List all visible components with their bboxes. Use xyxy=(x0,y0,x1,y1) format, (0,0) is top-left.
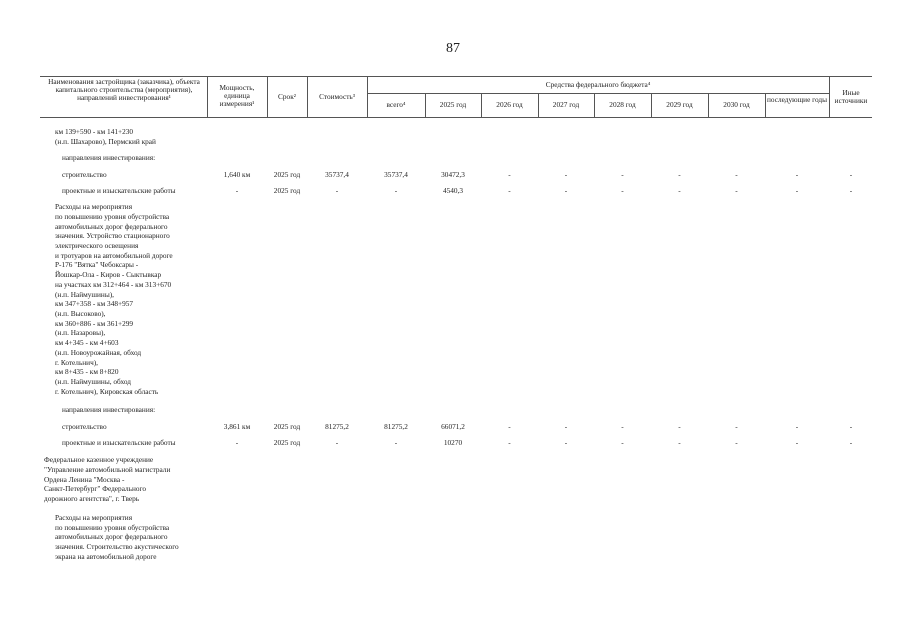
row-2027: - xyxy=(564,170,568,179)
row-capacity: - xyxy=(235,438,239,447)
object-description-line: км 4+345 - км 4+603 xyxy=(55,338,119,347)
object-description-line: автомобильных дорог федерального xyxy=(55,222,168,231)
developer-name-line: Санкт-Петербург" Федерального xyxy=(44,484,146,493)
header-divider xyxy=(207,76,208,117)
row-2030: - xyxy=(735,438,738,447)
header-bottom-rule xyxy=(40,117,872,118)
header-federal: Средства федерального бюджета⁴ xyxy=(545,80,651,89)
row-name: проектные и изыскательские работы xyxy=(62,186,176,195)
row-later: - xyxy=(795,422,799,431)
row-other: - xyxy=(849,438,853,447)
header-name: Наименования застройщика (заказчика), объекта капитального строительства (мероприятия), направлений инвестирования¹ xyxy=(48,77,200,102)
row-2028: - xyxy=(621,438,624,447)
object-description-line: и тротуаров на автомобильной дороге xyxy=(55,251,173,260)
object-description-line: км 8+435 - км 8+820 xyxy=(55,367,119,376)
row-2027: - xyxy=(564,186,568,195)
row-2029: - xyxy=(678,170,681,179)
object-description-line: км 347+358 - км 348+957 xyxy=(55,299,134,308)
row-other: - xyxy=(849,170,853,179)
row-2030: - xyxy=(735,170,738,179)
header-cost: Стоимость³ xyxy=(319,92,355,101)
object-description-line: экрана на автомобильной дороге xyxy=(55,552,157,561)
header-2026: 2026 год xyxy=(496,100,523,109)
row-2028: - xyxy=(621,186,624,195)
object-description-line: (н.п. Шахарово), Пермский край xyxy=(55,137,156,146)
row-2025: 66071,2 xyxy=(441,422,465,431)
object-description-line: значения. Устройство стационарного xyxy=(55,231,170,240)
row-capacity: 3,861 км xyxy=(223,422,251,431)
row-2026: - xyxy=(508,422,511,431)
developer-name-line: Ордена Ленина "Москва - xyxy=(44,475,125,484)
row-2025: 10270 xyxy=(443,438,463,447)
row-capacity: - xyxy=(235,186,239,195)
row-term: 2025 год xyxy=(273,422,301,431)
header-2030: 2030 год xyxy=(723,100,750,109)
row-capacity: 1,640 км xyxy=(223,170,251,179)
row-2030: - xyxy=(735,186,738,195)
object-description-line: г. Котельнич), xyxy=(55,358,99,367)
object-description-line: км 139+590 - км 141+230 xyxy=(55,127,134,136)
row-2026: - xyxy=(508,170,511,179)
object-description-line: по повышению уровня обустройства xyxy=(55,212,170,221)
row-later: - xyxy=(795,438,799,447)
row-cost: 35737,4 xyxy=(325,170,349,179)
row-2028: - xyxy=(621,422,624,431)
developer-name-line: Федеральное казенное учреждение xyxy=(44,455,154,464)
row-term: 2025 год xyxy=(273,170,301,179)
row-term: 2025 год xyxy=(273,438,301,447)
developer-name-line: дорожного агентства", г. Тверь xyxy=(44,494,140,503)
row-term: 2025 год xyxy=(273,186,301,195)
header-2029: 2029 год xyxy=(666,100,693,109)
object-description-line: Йошкар-Ола - Киров - Сыктывкар xyxy=(55,270,162,279)
object-description-line: Расходы на мероприятия xyxy=(55,202,133,211)
row-name: строительство xyxy=(62,422,107,431)
row-2027: - xyxy=(564,422,568,431)
row-2028: - xyxy=(621,170,624,179)
row-later: - xyxy=(795,186,799,195)
header-total: всего⁴ xyxy=(386,100,406,109)
row-total: 81275,2 xyxy=(384,422,408,431)
row-2026: - xyxy=(508,186,511,195)
header-inner-rule xyxy=(367,93,829,94)
header-later: последующие годы xyxy=(766,95,828,104)
row-2029: - xyxy=(678,422,681,431)
object-description-line: значения. Строительство акустического xyxy=(55,542,179,551)
row-other: - xyxy=(849,186,853,195)
row-name: проектные и изыскательские работы xyxy=(62,438,176,447)
row-name: строительство xyxy=(62,170,107,179)
object-description-line: (н.п. Наймушины, обход xyxy=(55,377,131,386)
row-later: - xyxy=(795,170,799,179)
row-2030: - xyxy=(735,422,738,431)
object-description-line: по повышению уровня обустройства xyxy=(55,523,170,532)
row-total: - xyxy=(394,186,398,195)
object-description-line: (н.п. Наймушины), xyxy=(55,290,114,299)
header-capacity: Мощность, единица измерения¹ xyxy=(219,83,255,108)
page-number: 87 xyxy=(446,41,460,56)
object-description-line: км 360+886 - км 361+299 xyxy=(55,319,134,328)
developer-name-line: "Управление автомобильной магистрали xyxy=(44,465,171,474)
row-cost: 81275,2 xyxy=(325,422,349,431)
object-description-line: (н.п. Новоурожайная, обход xyxy=(55,348,142,357)
row-cost: - xyxy=(335,186,339,195)
row-cost: - xyxy=(335,438,339,447)
object-description-line: Расходы на мероприятия xyxy=(55,513,133,522)
object-description-line: на участках км 312+464 - км 313+670 xyxy=(55,280,172,289)
directions-label: направления инвестирования: xyxy=(62,153,156,162)
row-other: - xyxy=(849,422,853,431)
row-2025: 4540,3 xyxy=(442,186,464,195)
object-description-line: (н.п. Высоково), xyxy=(55,309,106,318)
object-description-line: г. Котельнич), Кировская область xyxy=(55,387,159,396)
object-description-line: электрического освещения xyxy=(55,241,139,250)
row-2029: - xyxy=(678,438,681,447)
row-2026: - xyxy=(508,438,511,447)
object-description-line: (н.п. Назаровы), xyxy=(55,328,106,337)
header-term: Срок² xyxy=(278,92,296,101)
directions-label: направления инвестирования: xyxy=(62,405,156,414)
header-2028: 2028 год xyxy=(609,100,636,109)
header-other: Иные источники xyxy=(834,88,868,105)
row-total: 35737,4 xyxy=(384,170,408,179)
object-description-line: Р-176 "Вятка" Чебоксары - xyxy=(55,260,139,269)
row-total: - xyxy=(394,438,398,447)
object-description-line: автомобильных дорог федерального xyxy=(55,532,168,541)
row-2029: - xyxy=(678,186,681,195)
header-2025: 2025 год xyxy=(439,100,467,109)
row-2027: - xyxy=(564,438,568,447)
row-2025: 30472,3 xyxy=(441,170,465,179)
header-2027: 2027 год xyxy=(552,100,580,109)
